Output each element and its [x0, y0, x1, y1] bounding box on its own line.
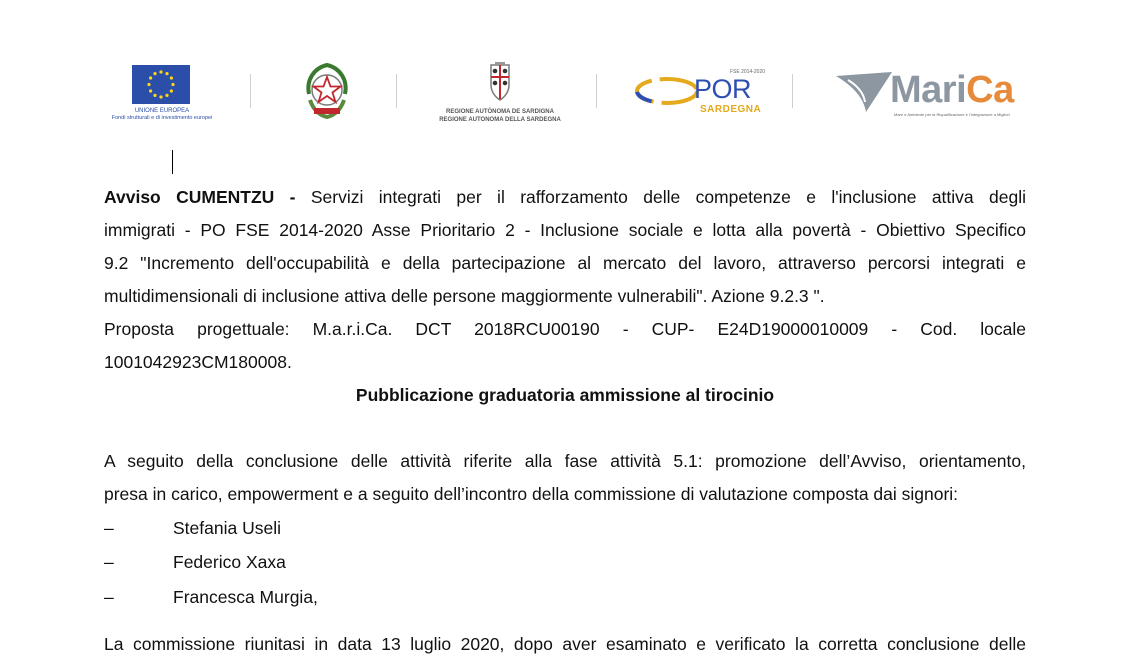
intro-line-2: presa in carico, empowerment e a seguito dell’incontro della commissione di valutazione composta dai signori:	[104, 484, 959, 504]
marica-tagline: Mare e Ambiente per la Riqualificazione e l'Integrazione a Migliori	[894, 112, 1010, 117]
por-sardegna-text: SARDEGNA	[700, 104, 762, 115]
marica-wordmark-grey: Mari	[890, 69, 967, 111]
italy-emblem-icon	[300, 60, 354, 122]
italy-emblem-logo	[300, 60, 354, 122]
sardegna-logo	[430, 60, 570, 126]
list-dash: –	[104, 587, 114, 607]
closing-line-1: La commissione riunitasi in data 13 luglio 2020, dopo aver esaminato e verificato la corretta conclusione delle	[104, 634, 1026, 654]
marica-wave-icon	[834, 70, 894, 114]
sardegna-logo-line1: REGIONE AUTÒNOMA DE SARDIGNA	[446, 109, 554, 115]
marica-wordmark	[890, 70, 1014, 110]
por-fse-label: FSE 2014-2020	[730, 69, 766, 75]
list-item	[104, 581, 318, 614]
por-sardegna-logo	[634, 60, 766, 122]
avviso-line-2: immigrati - PO FSE 2014-2020 Asse Prioritario 2 - Inclusione sociale e lotta alla povertà - Obiettivo Specifico	[104, 220, 1026, 240]
eu-logo-line2: Fondi strutturali e di investimento europei	[111, 115, 213, 121]
por-ellipse-icon	[634, 74, 700, 108]
list-item	[104, 546, 286, 579]
avviso-bold-label: Avviso CUMENTZU -	[104, 187, 311, 207]
logo-divider	[792, 74, 793, 108]
eu-flag-icon	[132, 65, 190, 104]
avviso-line-4: multidimensionali di inclusione attiva delle persone maggiormente vulnerabili". Azione 9.2.3 ".	[104, 286, 825, 306]
member-name: Stefania Useli	[173, 518, 281, 538]
proposta-line-1: Proposta progettuale: M.a.r.i.Ca. DCT 2018RCU00190 - CUP- E24D19000010009 - Cod. locale	[104, 319, 1026, 339]
logo-divider	[396, 74, 397, 108]
sardegna-logo-line2: REGIONE AUTONOMA DELLA SARDEGNA	[439, 117, 561, 123]
avviso-line-1-text: Servizi integrati per il rafforzamento delle competenze e l'inclusione attiva degli	[310, 187, 1026, 207]
text-cursor	[172, 150, 173, 174]
logo-divider	[250, 74, 251, 108]
eu-logo-line1: UNIONE EUROPEA	[134, 108, 190, 114]
intro-line-1: A seguito della conclusione delle attività riferite alla fase attività 5.1: promozione dell’Avviso, orientamento,	[104, 451, 1026, 471]
list-dash: –	[104, 518, 114, 538]
member-name: Francesca Murgia,	[173, 587, 318, 607]
avviso-line-3: 9.2 "Incremento dell'occupabilità e della partecipazione al mercato del lavoro, attraverso percorsi integrati e	[104, 253, 1026, 273]
eu-logo	[100, 60, 224, 126]
member-name: Federico Xaxa	[173, 552, 286, 572]
por-text: POR	[694, 74, 752, 104]
sardegna-coat-of-arms-icon	[486, 62, 514, 104]
header-logos	[100, 60, 1030, 130]
proposta-line-2: 1001042923CM180008.	[104, 352, 292, 372]
list-item	[104, 512, 281, 545]
marica-wordmark-orange: Ca	[966, 69, 1014, 111]
avviso-line-1	[104, 181, 1026, 214]
list-dash: –	[104, 552, 114, 572]
document-title: Pubblicazione graduatoria ammissione al tirocinio	[355, 385, 775, 405]
marica-logo	[834, 60, 1030, 122]
logo-divider	[596, 74, 597, 108]
